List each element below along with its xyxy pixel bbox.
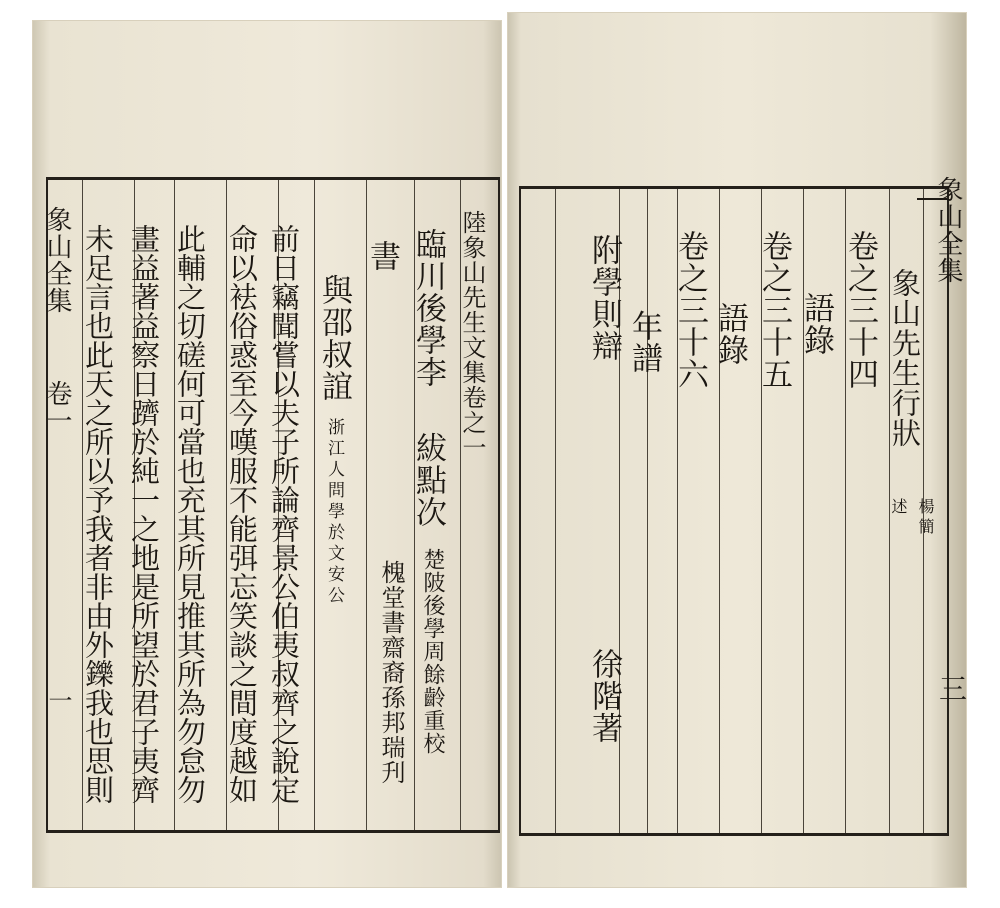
body-line-1: 前日竊聞嘗以夫子所論齊景公伯夷叔齊之說定 — [267, 224, 301, 804]
body-line-3: 此輔之切磋何可當也充其所見推其所為勿怠勿 — [173, 224, 207, 804]
toc-volume-35: 卷之三十五 — [756, 230, 792, 390]
left-margin-volume: 卷一 — [42, 380, 72, 434]
body-line-2: 命以袪俗惑至今嘆服不能弭忘笑談之間度越如 — [225, 224, 259, 804]
toc-appendix-author: 徐階著 — [586, 648, 622, 744]
toc-volume-36: 卷之三十六 — [672, 230, 708, 390]
right-page — [507, 12, 967, 888]
body-line-4: 畫益著益察日躋於純一之地是所望於君子夷齊 — [127, 224, 161, 804]
letter-note: 浙江人問學於文安公 — [324, 418, 344, 607]
left-margin-folio: 一 — [44, 688, 72, 713]
right-margin-folio: 三 — [935, 674, 968, 703]
editor-line-a: 臨川後學李 — [410, 228, 446, 388]
toc-volume-36-title: 年譜 — [626, 310, 662, 374]
toc-entry-biography-author: 楊簡 — [916, 498, 935, 538]
body-line-5: 未足言也此天之所以予我者非由外鑠我也思則 — [81, 224, 115, 804]
book-title: 陸象山先生文集卷之一 — [458, 210, 486, 460]
right-page-frame — [519, 186, 949, 836]
letter-title: 與邵叔誼 — [316, 274, 352, 402]
toc-volume-35-title: 語錄 — [712, 302, 748, 366]
publisher-line: 槐堂書齋裔孫邦瑞刋 — [377, 560, 405, 785]
toc-entry-biography-suffix: 述 — [889, 498, 908, 518]
toc-entry-biography: 象山先生行狀 — [888, 268, 922, 448]
toc-appendix: 附學則辯 — [586, 234, 622, 362]
left-page — [32, 20, 502, 888]
section-heading: 書 — [364, 240, 400, 272]
editor-line-b: 紱點次 — [410, 432, 446, 528]
toc-volume-34-title: 語錄 — [798, 292, 834, 356]
left-margin-title: 象山全集 — [42, 206, 72, 314]
reviser-line: 楚陂後學周餘齡重校 — [420, 548, 445, 755]
toc-volume-34: 卷之三十四 — [842, 230, 878, 390]
right-margin-title: 象山全集 — [933, 176, 963, 284]
